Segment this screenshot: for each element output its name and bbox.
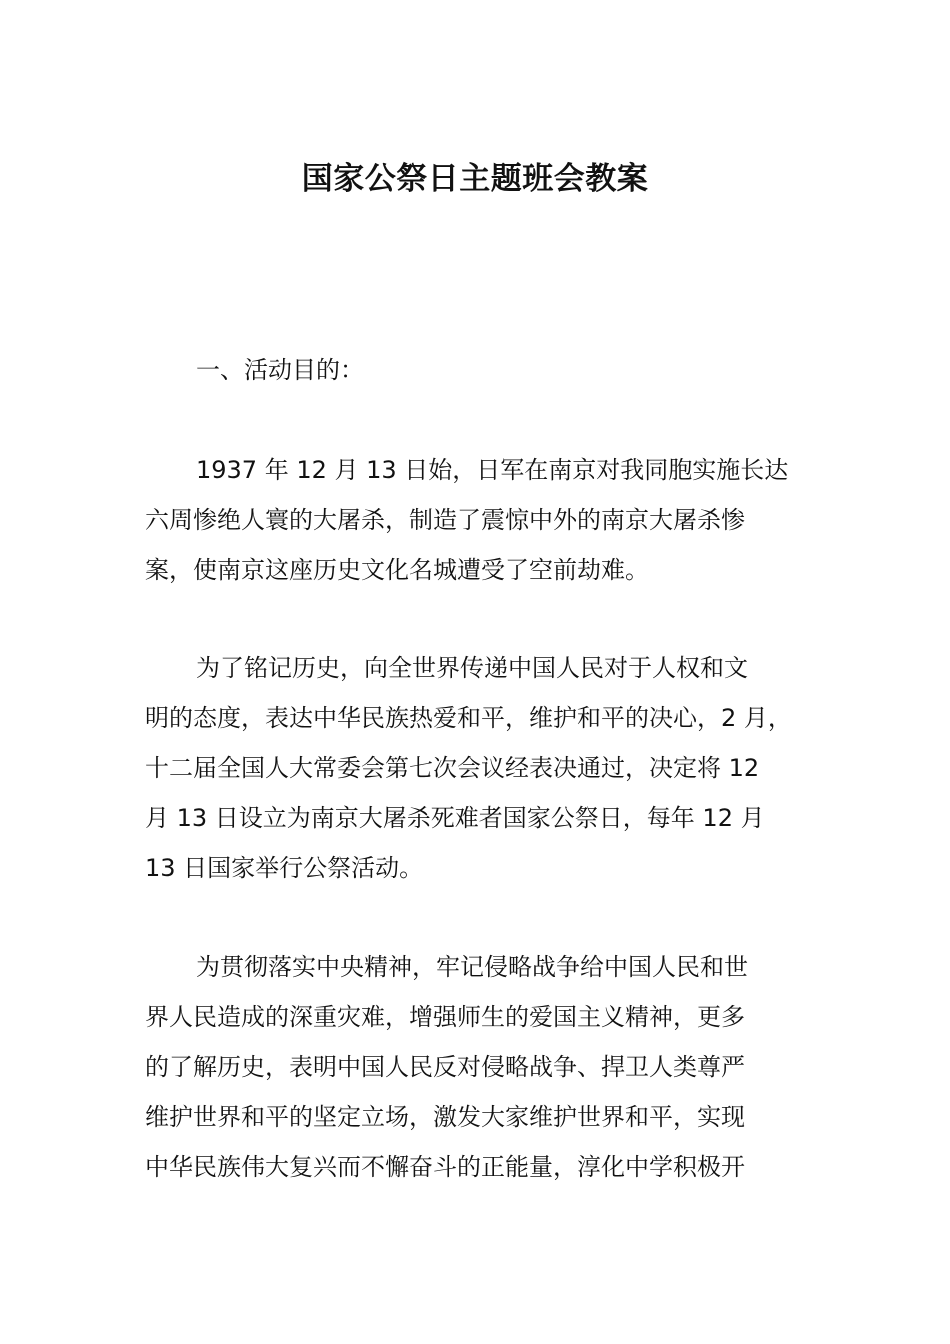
paragraph-line: 十二届全国人大常委会第七次会议经表决通过，决定将 12 [145, 754, 760, 782]
paragraph-line: 为了铭记历史，向全世界传递中国人民对于人权和文 [196, 654, 748, 682]
paragraph-line: 1937 年 12 月 13 日始，日军在南京对我同胞实施长达 [196, 456, 789, 484]
paragraph-line: 的了解历史，表明中国人民反对侵略战争、捍卫人类尊严 [145, 1053, 745, 1081]
section-heading: 一、活动目的： [196, 356, 364, 384]
paragraph-line: 明的态度，表达中华民族热爱和平，维护和平的决心，2 月， [145, 704, 792, 732]
paragraph-line: 维护世界和平的坚定立场，激发大家维护世界和平，实现 [145, 1103, 745, 1131]
paragraph-2 [145, 643, 835, 893]
document-title: 国家公祭日主题班会教案 [301, 161, 649, 197]
paragraph-line: 六周惨绝人寰的大屠杀，制造了震惊中外的南京大屠杀惨 [145, 506, 745, 534]
paragraph-line: 为贯彻落实中央精神，牢记侵略战争给中国人民和世 [196, 953, 748, 981]
paragraph-3 [145, 942, 835, 1192]
paragraph-line: 界人民造成的深重灾难，增强师生的爱国主义精神，更多 [145, 1003, 745, 1031]
paragraph-line: 中华民族伟大复兴而不懈奋斗的正能量，淳化中学积极开 [145, 1153, 745, 1181]
paragraph-line: 13 日国家举行公祭活动。 [145, 854, 424, 882]
paragraph-1 [145, 445, 835, 595]
paragraph-line: 月 13 日设立为南京大屠杀死难者国家公祭日，每年 12 月 [145, 804, 765, 832]
paragraph-line: 案，使南京这座历史文化名城遭受了空前劫难。 [145, 556, 649, 584]
